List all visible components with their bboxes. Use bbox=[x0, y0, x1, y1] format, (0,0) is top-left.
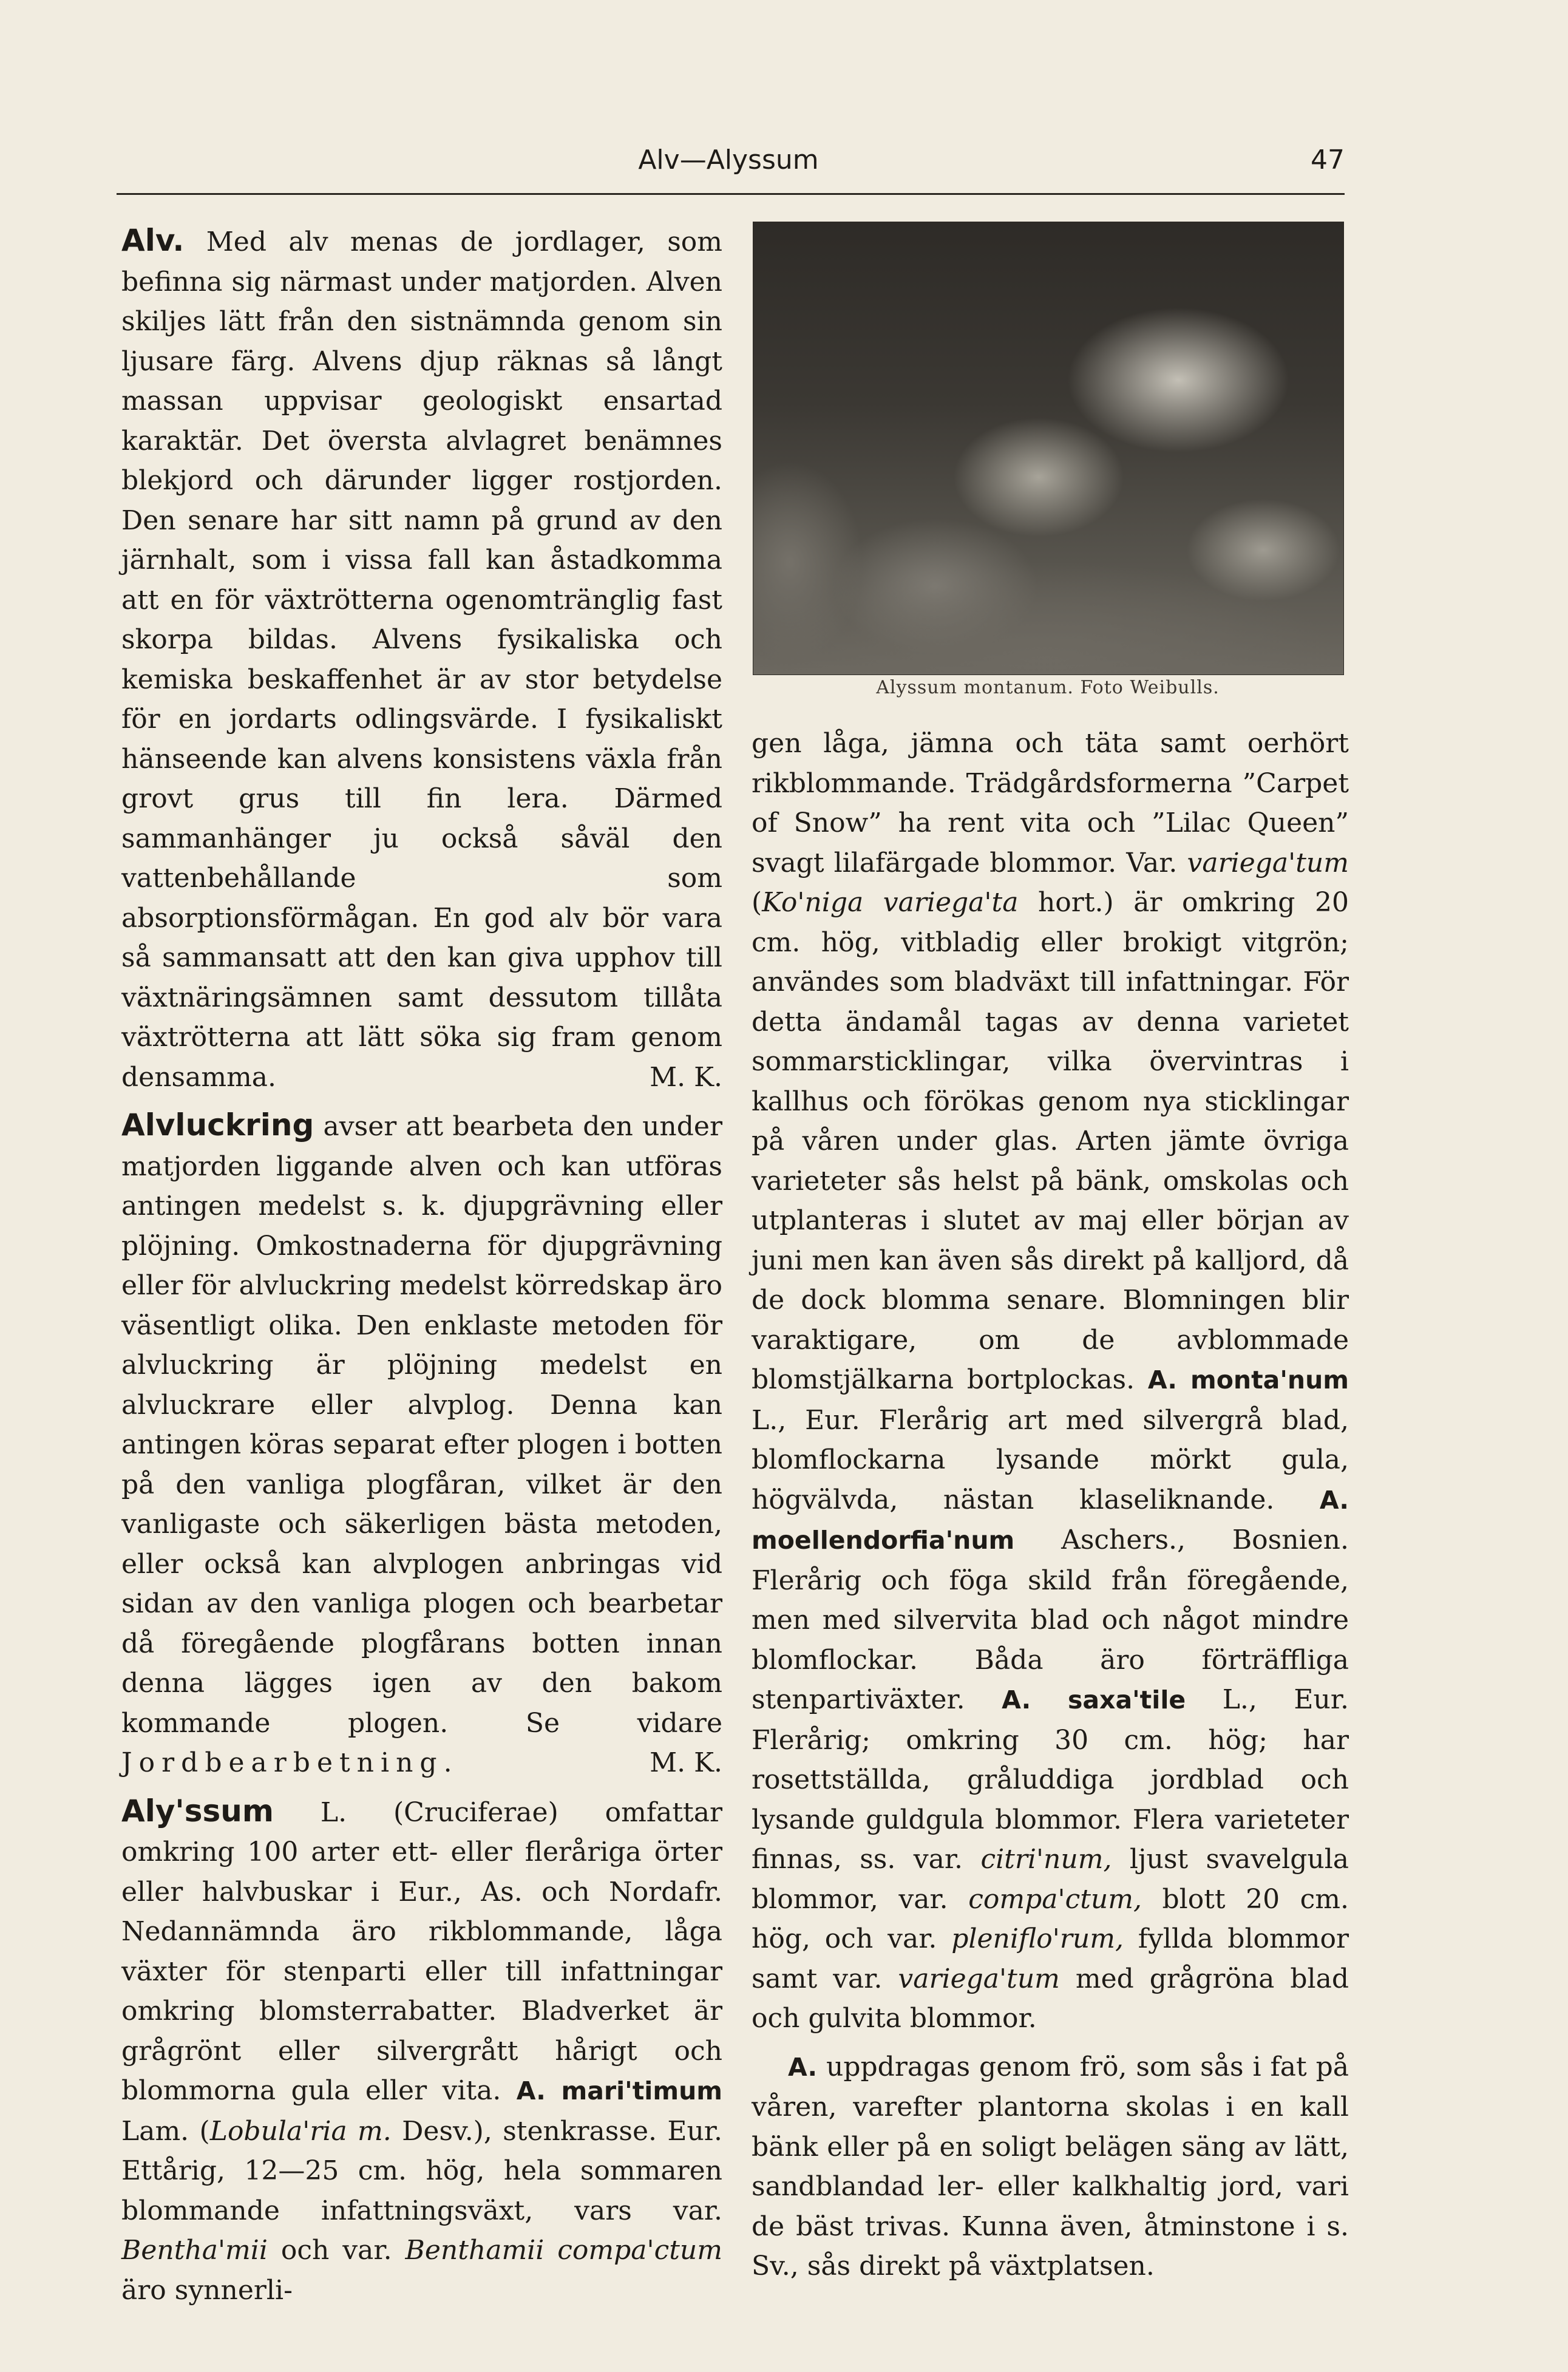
alyssum-text: äro synnerli- bbox=[121, 2274, 293, 2306]
species-name: A. saxa'tile bbox=[1002, 1685, 1186, 1714]
species-name: A. monta'num bbox=[1147, 1365, 1349, 1395]
entry-alyssum bbox=[121, 1792, 722, 2311]
entry-alvluckring bbox=[121, 1106, 722, 1783]
variety-name: citri'num, bbox=[980, 1844, 1112, 1875]
signature-alv: M. K. bbox=[650, 1061, 722, 1093]
right-column bbox=[752, 724, 1349, 2295]
alyssum-text: Lam. ( bbox=[121, 2115, 210, 2147]
propagation-text: uppdragas genom frö, som sås i fat på våren, varefter plantorna skolas i en kall bänk eller på en soligt belägen säng av lätt, sandblandad ler- eller kalkhaltig jord, vari de bäst trivas. Kunna även, åtminstone i s. Sv., sås direkt på växtplatsen. bbox=[752, 2051, 1349, 2282]
synonym-name: Lobula'ria m. bbox=[209, 2115, 392, 2147]
alyssum-author: L. bbox=[320, 1796, 347, 1828]
alyssum-photo bbox=[753, 222, 1344, 675]
species-name: A. mari'timum bbox=[516, 2076, 722, 2105]
genus-abbrev: A. bbox=[788, 2052, 818, 2082]
photo-caption: Alyssum montanum. Foto Weibulls. bbox=[876, 677, 1220, 698]
entry-alv bbox=[121, 221, 722, 1097]
alyssum-text: L., Eur. Flerårig art med silvergrå blad, blomflockarna lysande mörkt gula, högvälvda, nästan klaseliknande. bbox=[752, 1404, 1349, 1515]
variety-name: variega'tum bbox=[1187, 847, 1349, 878]
alyssum-text: Aschers., Bosnien. Flerårig och föga skild från föregående, men med silvervita blad och något mindre blomflockar. Båda äro förträffliga stenpartiväxter. bbox=[752, 1524, 1349, 1715]
signature-alvluckring: M. K. bbox=[650, 1747, 722, 1778]
species-name: A. moellendorfia'num bbox=[752, 1485, 1349, 1555]
entry-text-alv: Med alv menas de jordlager, som befinna sig närmast under matjorden. Alven skiljes lätt från den sistnämnda genom sin ljusare färg. Alvens djup räknas så långt massan uppvisar geologiskt ensartad karaktär. Det översta alvlagret benämnes blekjord och därunder ligger rostjorden. Den senare har sitt namn på grund av den järnhalt, som i vissa fall kan åstadkomma att en för växtrötterna ogenomtränglig fast skorpa bildas. Alvens fysikaliska och kemiska beskaffenhet är av stor betydelse för en jordarts odlingsvärde. I fysikaliskt hänseende kan alvens konsistens växla från grovt grus till fin lera. Därmed sammanhänger ju också såväl den vattenbehållande som absorptionsförmågan. En god alv bör vara så sammansatt att den kan giva upphov till växtnäringsämnen samt dessutom tillåta växtrötterna att lätt söka sig fram genom densamma. bbox=[121, 226, 722, 1093]
alyssum-text: med grågröna blad och gulvita blommor. bbox=[752, 1963, 1349, 2034]
alyssum-text: blott 20 cm. hög, och var. bbox=[752, 1883, 1349, 1954]
page-number: 47 bbox=[1311, 144, 1345, 175]
alyssum-text: Desv.), stenkrasse. Eur. Ettårig, 12—25 cm. hög, hela sommaren blommande infattningsväxt, vars var. bbox=[121, 2115, 722, 2226]
header-rule bbox=[117, 193, 1345, 195]
variety-name: variega'tum bbox=[898, 1963, 1060, 1994]
alyssum-text: ( bbox=[752, 887, 762, 918]
entry-head-alyssum: Aly'ssum bbox=[121, 1793, 274, 1829]
synonym-name: Ko'niga variega'ta bbox=[762, 887, 1019, 918]
running-header: Alv—Alyssum bbox=[638, 144, 819, 175]
entry-propagation bbox=[752, 2047, 1349, 2286]
alyssum-text: hort.) är omkring 20 cm. hög, vitbladig eller brokigt vitgrön; användes som bladväxt till infattningar. För detta ändamål tagas av denna varietet sommarsticklingar, vilka övervintras i kallhus och förökas genom nya sticklingar på våren under glas. Arten jämte övriga varieteter sås helst på bänk, omskolas och utplanteras i slutet av maj eller början av juni men kan även sås direkt på kalljord, då de dock blomma senare. Blomningen blir varaktigare, om de avblommade blomstjälkarna bortplockas. bbox=[752, 887, 1349, 1395]
alyssum-text: och var. bbox=[280, 2235, 392, 2266]
variety-name: compa'ctum, bbox=[968, 1883, 1142, 1915]
variety-name: Bentha'mii bbox=[121, 2235, 268, 2266]
alyssum-text: gen låga, jämna och täta samt oerhört rikblommande. Trädgårdsformerna ”Carpet of Snow” ha rent vita och ”Lilac Queen” svagt lilafärgade blommor. Var. bbox=[752, 728, 1349, 878]
alyssum-text: L., Eur. Flerårig; omkring 30 cm. hög; har rosettställda, gråluddiga jordblad och lysande guldgula blommor. Flera varieteter finnas, ss. var. bbox=[752, 1684, 1349, 1875]
entry-head-alv: Alv. bbox=[121, 223, 185, 258]
cross-reference: Jordbearbetning. bbox=[121, 1747, 459, 1778]
alyssum-text: (Cruciferae) omfattar omkring 100 arter ett- eller fleråriga örter eller halvbuskar i Eur., As. och Nordafr. Nedannämnda äro rikblommande, låga växter för stenparti eller till infattningar omkring blomsterrabatter. Bladverket är grågrönt eller silvergrått hårigt och blommorna gula eller vita. bbox=[121, 1796, 722, 2106]
variety-name: pleniflo'rum, bbox=[951, 1923, 1124, 1954]
left-column bbox=[121, 221, 722, 2319]
entry-alyssum-continued bbox=[752, 724, 1349, 2039]
alyssum-text: ljust svavelgula blommor, var. bbox=[752, 1844, 1349, 1915]
entry-text-alvluckring: avser att bearbeta den under matjorden liggande alven och kan utföras antingen medelst s. k. djupgrävning eller plöjning. Omkostnaderna för djupgrävning eller för alvluckring medelst körredskap äro väsentligt olika. Den enklaste metoden för alvluckring är plöjning medelst en alvluckrare eller alvplog. Denna kan antingen köras separat efter plogen i botten på den vanliga plogfåran, vilket är den vanligaste och säkerligen bästa metoden, eller också kan alvplogen anbringas vid sidan av den vanliga plogen och bearbetar då föregående plogfårans botten innan denna lägges igen av den bakom kommande plogen. Se vidare bbox=[121, 1111, 722, 1739]
alyssum-text: fyllda blommor samt var. bbox=[752, 1923, 1349, 1994]
entry-head-alvluckring: Alvluckring bbox=[121, 1107, 314, 1143]
variety-name: Benthamii compa'ctum bbox=[405, 2235, 722, 2266]
